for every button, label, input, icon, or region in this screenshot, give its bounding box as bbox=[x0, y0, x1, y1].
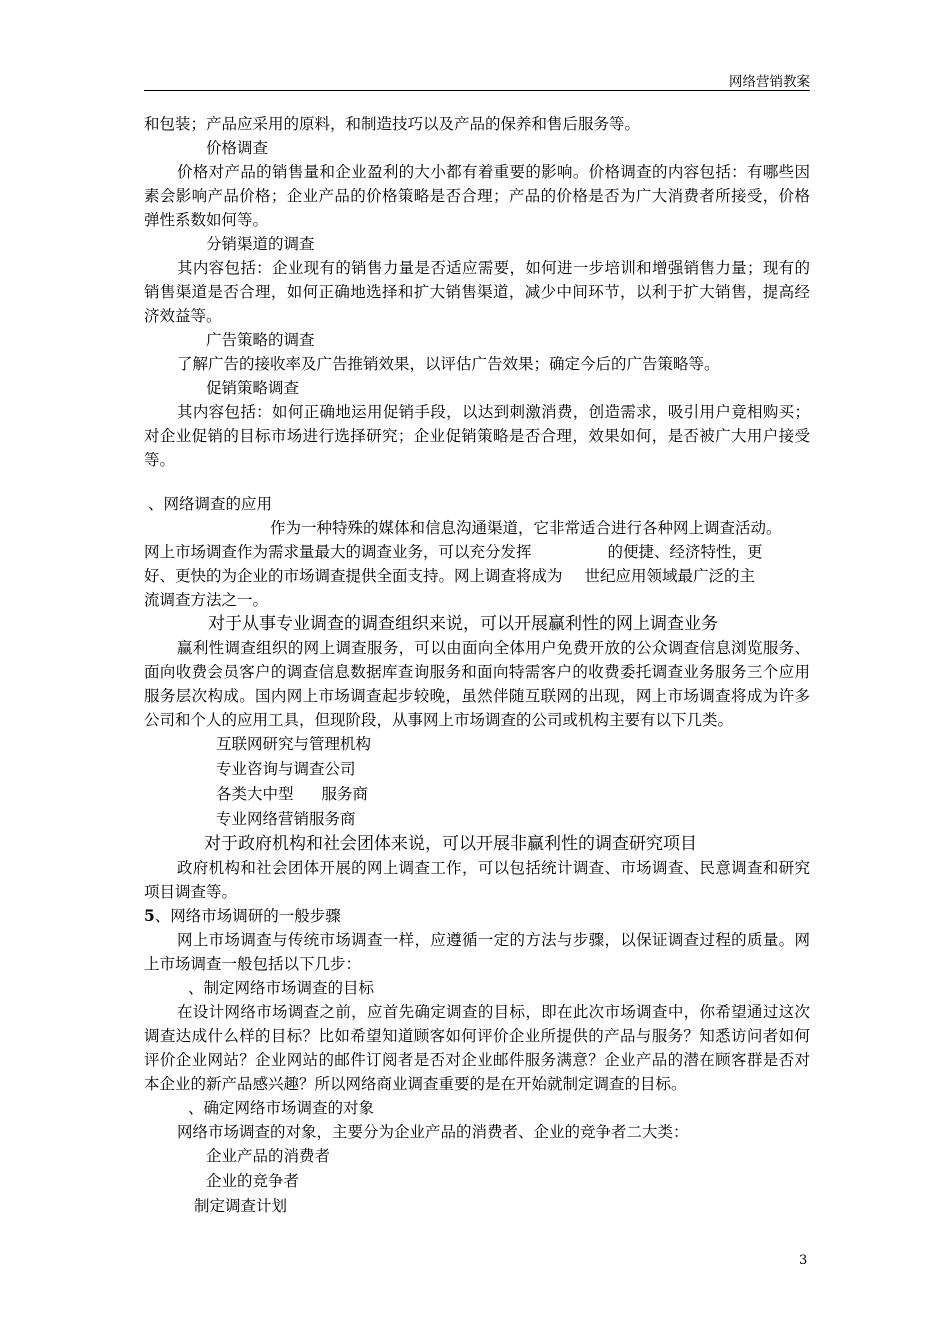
application-line3-part2: 世纪应用领域最广泛的主 bbox=[584, 567, 756, 585]
list-item-part2: 服务商 bbox=[321, 785, 369, 803]
heading-promo: 促销策略调查 bbox=[206, 379, 300, 397]
paragraph-application-line1: 作为一种特殊的媒体和信息沟通渠道，它非常适合进行各种网上调查活动。 bbox=[270, 519, 782, 537]
heading-application: 、网络调查的应用 bbox=[148, 495, 273, 513]
paragraph-target: 网络市场调查的对象，主要分为企业产品的消费者、企业的竞争者二大类： bbox=[177, 1123, 689, 1141]
list-item bbox=[216, 782, 810, 807]
section-number: 5 bbox=[144, 906, 155, 925]
heading-target: 、确定网络市场调查的对象 bbox=[188, 1099, 375, 1117]
application-line2-part1: 网上市场调查作为需求量最大的调查业务，可以充分发挥 bbox=[144, 543, 532, 561]
paragraph-application-line4: 流调查方法之一。 bbox=[144, 591, 269, 609]
heading-gov-survey: 对于政府机构和社会团体来说，可以开展非赢利性的调查研究项目 bbox=[204, 834, 697, 854]
heading-goal: 、制定网络市场调查的目标 bbox=[188, 979, 375, 997]
page-header bbox=[144, 68, 810, 91]
list-item: 专业咨询与调查公司 bbox=[216, 760, 356, 778]
paragraph-application-line2 bbox=[144, 540, 810, 564]
paragraph-promo: 其内容包括：如何正确地运用促销手段，以达到刺激消费，创造需求，吸引用户竟相购买；对企业促销的目标市场进行选择研究；企业促销策略是否合理，效果如何，是否被广大用户接受等。 bbox=[144, 403, 810, 469]
paragraph-price: 价格对产品的销售量和企业盈利的大小都有着重要的影响。价格调查的内容包括：有哪些因素会影响产品价格；企业产品的价格策略是否合理；产品的价格是否为广大消费者所接受，价格弹性系数如何等。 bbox=[144, 163, 810, 229]
heading-ad: 广告策略的调查 bbox=[206, 331, 315, 349]
list-item: 企业的竞争者 bbox=[206, 1172, 300, 1190]
list-targets bbox=[144, 1144, 810, 1194]
list-item: 企业产品的消费者 bbox=[206, 1147, 331, 1165]
application-line3-part1: 好、更快的为企业的市场调查提供全面支持。网上调查将成为 bbox=[144, 567, 563, 585]
paragraph-profit-survey: 赢利性调查组织的网上调查服务，可以由面向全体用户免费开放的公众调查信息浏览服务、面向收费会员客户的调查信息数据库查询服务和面向特需客户的收费委托调查业务服务三个应用服务层次构成。国内网上市场调查起步较晚，虽然伴随互联网的出现，网上市场调查将成为许多公司和个人的应用工具，但现阶段，从事网上市场调查的公司或机构主要有以下几类。 bbox=[144, 639, 810, 729]
heading-price: 价格调查 bbox=[206, 139, 269, 157]
paragraph-channel: 其内容包括：企业现有的销售力量是否适应需要，如何进一步培训和增强销售力量；现有的销售渠道是否合理，如何正确地选择和扩大销售渠道，减少中间环节，以利于扩大销售，提高经济效益等。 bbox=[144, 259, 810, 325]
paragraph-section-5: 网上市场调查与传统市场调查一样，应遵循一定的方法与步骤，以保证调查过程的质量。网上市场调查一般包括以下几步： bbox=[144, 931, 810, 973]
paragraph-ad: 了解广告的接收率及广告推销效果，以评估广告效果；确定今后的广告策略等。 bbox=[177, 355, 720, 373]
heading-profit-survey: 对于从事专业调查的调查组织来说，可以开展赢利性的网上调查业务 bbox=[208, 614, 718, 634]
page-number: 3 bbox=[799, 1253, 808, 1268]
list-item: 互联网研究与管理机构 bbox=[216, 735, 372, 753]
header-title: 网络营销教案 bbox=[729, 74, 810, 90]
paragraph-packaging: 和包装；产品应采用的原料，和制造技巧以及产品的保养和售后服务等。 bbox=[144, 115, 641, 133]
heading-channel: 分销渠道的调查 bbox=[206, 235, 315, 253]
paragraph-application-line3 bbox=[144, 564, 810, 588]
heading-section-5 bbox=[144, 904, 810, 928]
application-line2-part2: 的便捷、经济特性，更 bbox=[607, 543, 763, 561]
list-item-part1: 各类大中型 bbox=[216, 785, 294, 803]
section-title: 、网络市场调研的一般步骤 bbox=[154, 907, 341, 925]
list-item: 专业网络营销服务商 bbox=[216, 810, 356, 828]
document-body bbox=[144, 112, 810, 1219]
list-organizations bbox=[144, 732, 810, 832]
heading-plan: 制定调查计划 bbox=[194, 1197, 288, 1215]
paragraph-gov-survey: 政府机构和社会团体开展的网上调查工作，可以包括统计调查、市场调查、民意调查和研究项目调查等。 bbox=[144, 859, 810, 901]
paragraph-goal: 在设计网络市场调查之前，应首先确定调查的目标，即在此次市场调查中，你希望通过这次调查达成什么样的目标？比如希望知道顾客如何评价企业所提供的产品与服务？知悉访问者如何评价企业网站？企业网站的邮件订阅者是否对企业邮件服务满意？企业产品的潜在顾客群是否对本企业的新产品感兴趣？所以网络商业调查重要的是在开始就制定调查的目标。 bbox=[144, 1003, 810, 1093]
